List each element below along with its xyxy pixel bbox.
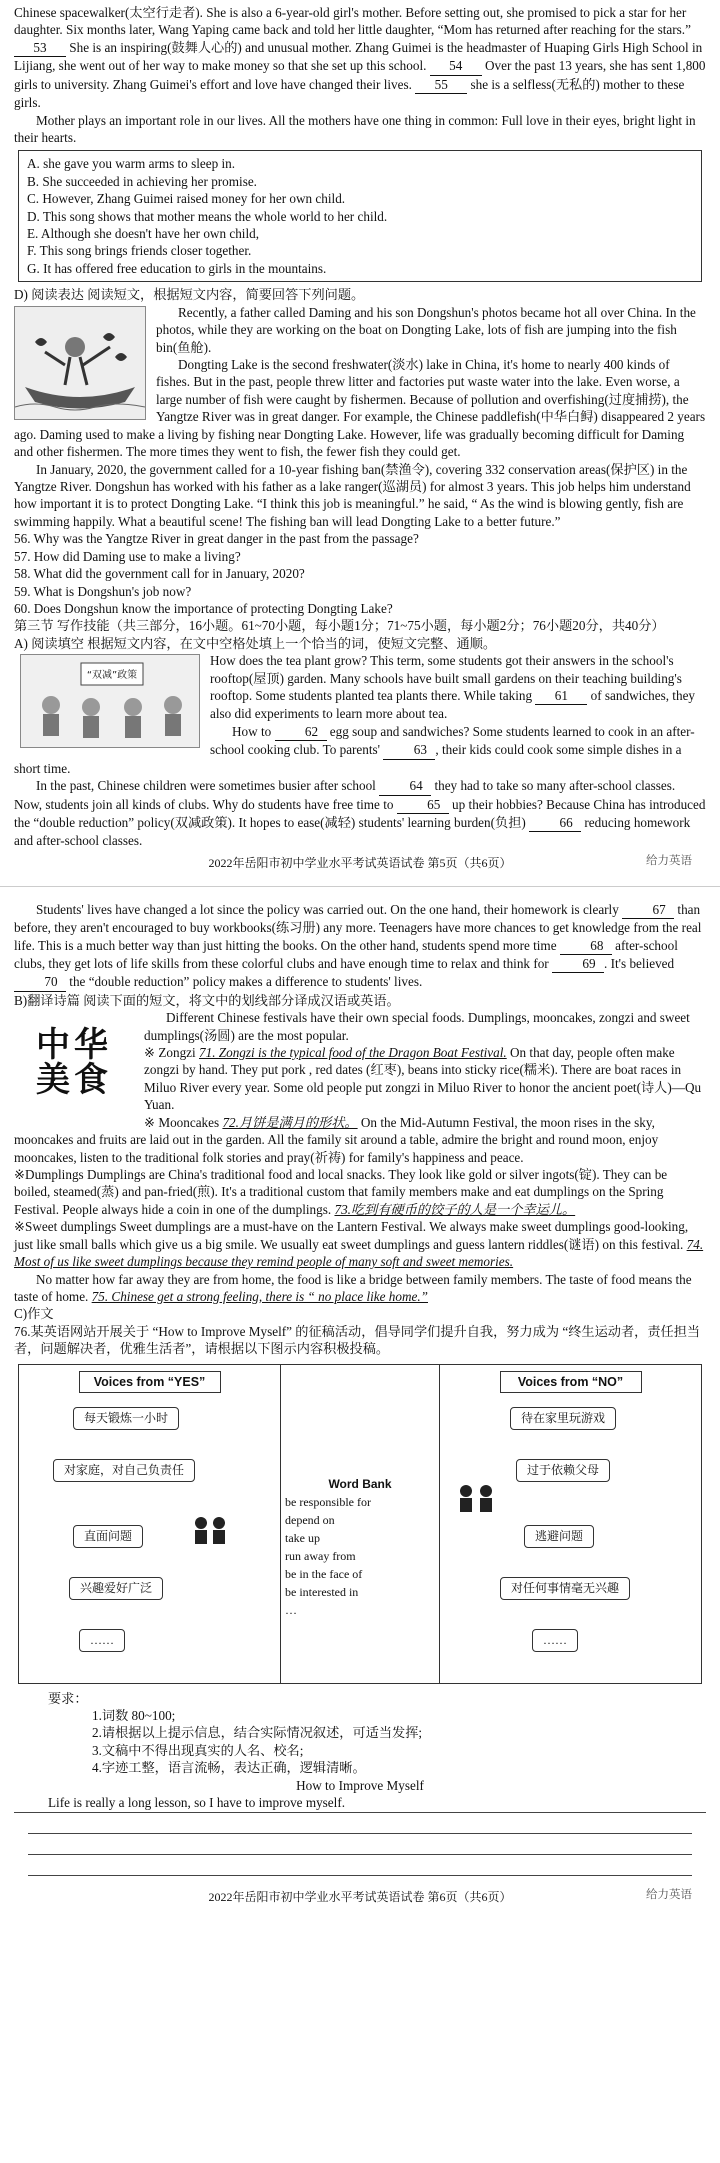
no-item: 过于依赖父母 (516, 1459, 610, 1483)
section-b-title: B)翻译诗篇 阅读下面的短文，将文中的划线部分译成汉语或英语。 (14, 992, 400, 1008)
double-reduction-cartoon (20, 654, 200, 748)
word-bank-item: be in the face of (285, 1566, 363, 1581)
yes-item: 每天锻炼一小时 (73, 1407, 179, 1431)
requirement: 3.文稿中不得出现真实的人名、校名; (92, 1742, 304, 1758)
no-item: 逃避问题 (524, 1525, 594, 1549)
section-b-para-1: Different Chinese festivals have their own special foods. Dumplings, mooncakes, zongzi and sweet dumplings(汤圆) are the most popular. (144, 1010, 690, 1043)
word-bank-item: run away from (285, 1548, 356, 1563)
word-bank-item: be responsible for (285, 1494, 371, 1509)
fishing-boat-illustration (14, 306, 146, 420)
passage-c-end: Chinese spacewalker(太空行走者). She is also a 6-year-old girl's mother. Before setting out, she promised to pick a star for her daughter. Six months later, Wang Yaping came back and told her little daughter, “Mom has returned after reaching for the stars.” 53 She is an inspiring(鼓舞人心的) and unusual mother. Zhang Guimei is the headmaster of Huaping Girls High School in Lijiang, she went out of her way to make money so that she set up this school. 54 Over the past 13 years, she has sent 1,800 girls to university. Zhang Guimei's effort and love have changed their lives. 55 she is a selfless(无私的) mother to these girls. (14, 5, 706, 111)
word-bank-item: … (285, 1602, 297, 1617)
essay-start: Life is really a long lesson, so I have to improve myself. (14, 1794, 706, 1812)
section-d-para-1: Recently, a father called Daming and his son Dongshun's photos became hot all over China. In the photos, while they are working on the boat on Dongting Lake, lots of fish are jumping into the fish bin(鱼舱). (156, 304, 696, 355)
chinese-food-logo-text: 中华美食 (36, 1024, 112, 1101)
answer-75: 75. Chinese get a strong feeling, there is “ no place like home.” (91, 1288, 428, 1304)
yes-item: 直面问题 (73, 1525, 143, 1549)
chinese-food-logo (14, 1011, 134, 1115)
option: B. She succeeded in achieving her promise. (27, 173, 257, 189)
watermark: 给力英语 (646, 854, 692, 867)
blank-55: 55 (415, 76, 467, 94)
question-58: 58. What did the government call for in January, 2020? (14, 566, 305, 582)
requirements-title: 要求： (48, 1690, 88, 1706)
yes-item: 兴趣爱好广泛 (69, 1577, 163, 1601)
blank-54: 54 (430, 57, 482, 75)
section-c-title: C)作文 (14, 1306, 54, 1322)
essay-title: How to Improve Myself (296, 1777, 424, 1793)
answer-line[interactable] (28, 1813, 692, 1834)
question-56: 56. Why was the Yangtze River in great danger in the past from the passage? (14, 531, 419, 547)
zongzi-para: ※ Zongzi 71. Zongzi is the typical food of the Dragon Boat Festival. On that day, people often make zongzi by hand. They put pork , red dates (红枣), beans into sticky rice(糯米). There are boat races in Miluo River every year. Some old people put zongzi in Miluo River to honor the ancient poet(诗人)—Qu Yuan. (144, 1045, 702, 1113)
answer-line[interactable] (28, 1855, 692, 1876)
page-divider (0, 886, 720, 887)
requirement: 2.请根据以上提示信息，结合实际情况叙述，可适当发挥; (92, 1725, 423, 1741)
word-bank-title: Word Bank (328, 1476, 392, 1491)
requirement: 1.词数 80~100; (92, 1708, 176, 1724)
sweet-dumplings-para: ※Sweet dumplings Sweet dumplings are a must-have on the Lantern Festival. We always make sweet dumplings good-looking, just like small balls which give us a big smile. We usually eat sweet dumplings and guess lantern riddles(谜语) on this festival. 74. Most of us like sweet dumplings because they remind people of many soft and sweet memories. (14, 1219, 704, 1270)
section-a-title: A) 阅读填空 根据短文内容，在文中空格处填上一个恰当的词，使短文完整、通顺。 (14, 635, 497, 651)
people-icon (454, 1483, 498, 1513)
writing-prompt: 76.某英语网站开展关于 “How to Improve Myself” 的征稿活动，倡导同学们提升自我，努力成为 “终生运动者，责任担当者，问题解决者，优雅生活者”，请根据以下图示内容积极投稿。 (14, 1323, 701, 1357)
no-column (440, 1365, 701, 1683)
mooncakes-para: ※ Mooncakes 72.月饼是满月的形状。 On the Mid-Autumn Festival, the moon rises in the sky, mooncakes and fruits are laid out in the garden. All the family sit around a table, admire the bright and round moon, enjoy mooncakes, listen to the traditional folk stories and pray(祈祷) for family's happiness and peace. (14, 1114, 659, 1165)
page-5-footer: 2022年岳阳市初中学业水平考试英语试卷 第5页（共6页） 给力英语 (208, 854, 692, 870)
no-item: 对任何事情毫无兴趣 (500, 1577, 630, 1601)
option: F. This song brings friends closer together. (27, 243, 252, 259)
blank-61: 61 (535, 687, 587, 705)
answer-line[interactable] (28, 1834, 692, 1855)
section-3-title: 第三节 写作技能（共三部分，16小题。61~70小题，每小题1分；71~75小题，每小题2分；76小题20分，共40分） (14, 618, 665, 634)
no-item: …… (532, 1629, 578, 1653)
section-d-title: D) 阅读表达 阅读短文，根据短文内容，简要回答下列问题。 (14, 287, 365, 303)
section-d-para-2: Dongting Lake is the second freshwater(淡水) lake in China, it's home to nearly 400 kinds of fishes. But in the past, people threw litter and factories put waste water into the lake. Even worse, a large number of fish were caught by fishermen. Because of pollution and overfishing(过度捕捞), the Yangtze River was in great danger. For example, the Chinese paddlefish(中华白鲟) disappeared 2 years ago. Daming used to make a living by fishing near Dongting Lake. However, life was gradually becoming difficult for Daming and other fishermen. The more times they went to fish, the fewer fish they could get. (14, 357, 706, 460)
section-a-para-2: How to 62 egg soup and sandwiches? Some students learned to cook in an after-school cooking club. To parents' 63 , their kids could cook some simple dishes in a short time. (14, 723, 695, 776)
blank-65: 65 (397, 796, 449, 814)
word-bank-item: depend on (285, 1512, 335, 1527)
option: D. This song shows that mother means the whole world to her child. (27, 208, 388, 224)
section-a-para-1: How does the tea plant grow? This term, some students got their answers in the school's rooftop(屋顶) garden. Many schools have built small gardens on their teaching building's rooftop. Some students planted tea plants there. While taking 61 of sandwiches, they also did experiments to learn more about tea. (210, 653, 696, 722)
page-5 (0, 0, 720, 872)
section-d-para-3: In January, 2020, the government called for a 10-year fishing ban(禁渔令), covering 332 conservation areas(保护区) in the Yangtze River. Dongshun has worked with his father as a lake ranger(巡湖员) for almost 3 years. This job helps him understand how important it is to protect Dongting Lake. “I think this job is meaningful.” he said, “ As the wind is blowing gently, fish are swimming happily. What a beautiful scene! The fishing ban will lead Dongting Lake to a better future.” (14, 461, 691, 529)
yes-heading: Voices from “YES” (79, 1371, 221, 1394)
question-57: 57. How did Daming use to make a living? (14, 548, 241, 564)
dumplings-para: ※Dumplings Dumplings are China's traditional food and local snacks. They look like gold or silver ingots(锭). They can be boiled, steamed(蒸) and pan-fried(煎). It's a traditional custom that family members make and eat dumplings on the Spring Festival. People always hide a coin in one of the dumplings. 73.吃到有硬币的饺子的人是一个幸运儿。 (14, 1166, 668, 1217)
yes-item: 对家庭，对自己负责任 (53, 1459, 195, 1483)
blank-70: 70 (14, 973, 66, 991)
page-6 (0, 897, 720, 1906)
blank-63: 63 (383, 741, 435, 759)
conclusion-para: No matter how far away they are from home, the food is like a bridge between family members. The taste of food means the taste of home. 75. Chinese get a strong feeling, there is “ no place like home.” (14, 1271, 692, 1304)
requirement: 4.字迹工整，语言流畅，表达正确，逻辑清晰。 (92, 1760, 366, 1776)
section-a-para-3: In the past, Chinese children were sometimes busier after school 64 they had to take so many after-school classes. Now, students join all kinds of clubs. Why do students have free time to 65 up their hobbies? Because China has introduced the “double reduction” policy(双减政策). It hopes to ease(减轻) students' learning burden(负担) 66 reducing homework and after-school classes. (14, 778, 706, 849)
blank-67: 67 (622, 901, 674, 919)
question-60: 60. Does Dongshun know the importance of protecting Dongting Lake? (14, 600, 393, 616)
answer-72: 72.月饼是满月的形状。 (222, 1114, 358, 1130)
blank-68: 68 (560, 937, 612, 955)
question-59: 59. What is Dongshun's job now? (14, 583, 192, 599)
yes-column (19, 1365, 281, 1683)
answer-71: 71. Zongzi is the typical food of the Dragon Boat Festival. (199, 1045, 507, 1061)
word-bank-item: take up (285, 1530, 320, 1545)
answer-73: 73.吃到有硬币的饺子的人是一个幸运儿。 (334, 1201, 576, 1217)
option: A. she gave you warm arms to sleep in. (27, 156, 236, 172)
options-box (18, 150, 702, 282)
option: E. Although she doesn't have her own child, (27, 226, 260, 242)
writing-prompt-figure (18, 1364, 702, 1684)
option: G. It has offered free education to girls in the mountains. (27, 260, 327, 276)
blank-64: 64 (379, 777, 431, 795)
passage-c-conclusion: Mother plays an important role in our lives. All the mothers have one thing in common: Full love in their eyes, bright light in their hearts. (14, 112, 696, 145)
cartoon-caption: “双减”政策 (86, 670, 138, 682)
watermark: 给力英语 (646, 1888, 692, 1901)
requirements (14, 1690, 706, 1777)
word-bank-item: be interested in (285, 1584, 359, 1599)
yes-item: …… (79, 1629, 125, 1653)
no-heading: Voices from “NO” (500, 1371, 642, 1394)
page-6-footer: 2022年岳阳市初中学业水平考试英语试卷 第6页（共6页） 给力英语 (208, 1888, 692, 1904)
blank-62: 62 (275, 723, 327, 741)
word-bank (281, 1365, 440, 1683)
section-a-para-4: Students' lives have changed a lot since the policy was carried out. On the one hand, their homework is clearly 67 than before, they aren't encouraged to buy workbooks(练习册) any more. Teenagers have more chances to get knowledge from the real life. This is a much better way than just hitting the books. On the other hand, students spend more time 68 after-school clubs, they get lots of life skills from these colorful clubs and have enough time to relax and think for 69 . It's believed 70 the “double reduction” policy makes a difference to students' lives. (14, 901, 706, 992)
blank-66: 66 (529, 814, 581, 832)
no-item: 待在家里玩游戏 (510, 1407, 616, 1431)
blank-53: 53 (14, 39, 66, 57)
blank-69: 69 (552, 955, 604, 973)
answer-74: 74. Most of us like sweet dumplings because they remind people of many soft and sweet memories. (14, 1236, 704, 1270)
people-icon (189, 1515, 229, 1545)
option: C. However, Zhang Guimei raised money for her own child. (27, 191, 346, 207)
